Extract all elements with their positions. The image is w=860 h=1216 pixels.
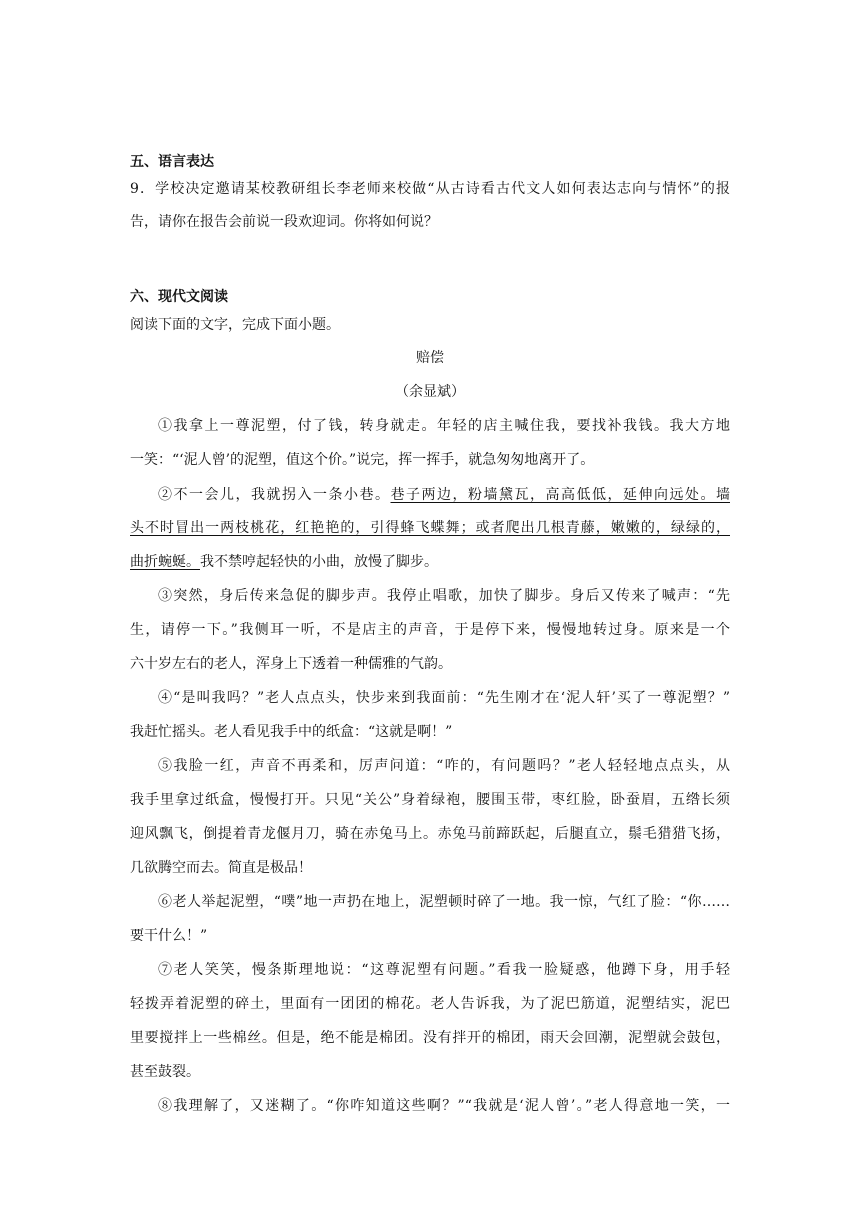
paragraph-7-line-3: 里要搅拌上一些棉丝。但是，绝不能是棉团。没有拌开的棉团，雨天会回潮，泥塑就会鼓包， xyxy=(130,1030,730,1046)
reading-instruction: 阅读下面的文字，完成下面小题。 xyxy=(130,317,340,333)
article-title: 赔偿 xyxy=(416,350,444,366)
paragraph-7-line-4: 甚至鼓裂。 xyxy=(130,1064,200,1080)
section-heading-modern-reading: 六、现代文阅读 xyxy=(130,289,228,305)
paragraph-3-line-1: ③突然，身后传来急促的脚步声。我停止唱歌，加快了脚步。身后又传来了喊声：“先 xyxy=(158,588,730,604)
paragraph-5-line-4: 几欲腾空而去。简直是极品！ xyxy=(130,860,312,876)
paragraph-7-line-1: ⑦老人笑笑，慢条斯理地说：“这尊泥塑有问题。”看我一脸疑惑，他蹲下身，用手轻 xyxy=(158,962,730,978)
paragraph-6-line-2: 要干什么！” xyxy=(130,928,208,944)
question-9-line-2: 告，请你在报告会前说一段欢迎词。你将如何说？ xyxy=(130,214,438,230)
paragraph-2-plain-text: ②不一会儿，我就拐入一条小巷。 xyxy=(158,487,391,503)
section-heading-language-expression: 五、语言表达 xyxy=(130,154,214,170)
paragraph-5-line-1: ⑤我脸一红，声音不再柔和，厉声问道：“咋的，有问题吗？”老人轻轻地点点头，从 xyxy=(158,758,730,774)
paragraph-2-line-1 xyxy=(158,485,730,505)
paragraph-8-line-1: ⑧我理解了，又迷糊了。“你咋知道这些啊？”“我就是‘泥人曾’。”老人得意地一笑，一 xyxy=(158,1098,730,1114)
article-author: （余显斌） xyxy=(395,384,465,400)
paragraph-5-line-3: 迎风飘飞，倒提着青龙偃月刀，骑在赤兔马上。赤兔马前蹄跃起，后腿直立，鬃毛猎猎飞扬， xyxy=(130,826,730,842)
paragraph-6-line-1: ⑥老人举起泥塑，“噗”地一声扔在地上，泥塑顿时碎了一地。我一惊，气红了脸：“你…… xyxy=(158,894,730,910)
paragraph-5-line-2: 我手里拿过纸盒，慢慢打开。只见“关公”身着绿袍，腰围玉带，枣红脸，卧蚕眉，五绺长须 xyxy=(130,792,730,808)
paragraph-2-underlined-text: 巷子两边，粉墙黛瓦，高高低低，延伸向远处。墙 xyxy=(390,487,730,503)
paragraph-2-line-2 xyxy=(130,518,730,538)
paragraph-2-underlined-text: 曲折蜿蜒。 xyxy=(130,554,200,570)
question-9-line-1: 9．学校决定邀请某校教研组长李老师来校做“从古诗看古代文人如何表达志向与情怀”的报 xyxy=(130,181,730,197)
paragraph-2-line-3 xyxy=(130,552,730,572)
paragraph-4-line-2: 我赶忙摇头。老人看见我手中的纸盒：“这就是啊！” xyxy=(130,724,453,740)
paragraph-3-line-2: 生，请停一下。”我侧耳一听，不是店主的声音，于是停下来，慢慢地转过身。原来是一个 xyxy=(130,622,730,638)
paragraph-1-line-2: 一笑：“‘泥人曾’的泥塑，值这个价。”说完，挥一挥手，就急匆匆地离开了。 xyxy=(130,452,595,468)
paragraph-2-underlined-text: 头不时冒出一两枝桃花，红艳艳的，引得蜂飞蝶舞；或者爬出几根青藤，嫩嫩的，绿绿的， xyxy=(130,520,730,536)
paragraph-7-line-2: 轻拨弄着泥塑的碎土，里面有一团团的棉花。老人告诉我，为了泥巴筋道，泥塑结实，泥巴 xyxy=(130,996,730,1012)
paragraph-1-line-1: ①我拿上一尊泥塑，付了钱，转身就走。年轻的店主喊住我，要找补我钱。我大方地 xyxy=(158,418,730,434)
paragraph-4-line-1: ④“是叫我吗？”老人点点头，快步来到我面前：“先生刚才在‘泥人轩’买了一尊泥塑？” xyxy=(158,690,730,706)
paragraph-2-plain-text: 我不禁哼起轻快的小曲，放慢了脚步。 xyxy=(200,554,438,570)
paragraph-3-line-3: 六十岁左右的老人，浑身上下透着一种儒雅的气韵。 xyxy=(130,656,452,672)
